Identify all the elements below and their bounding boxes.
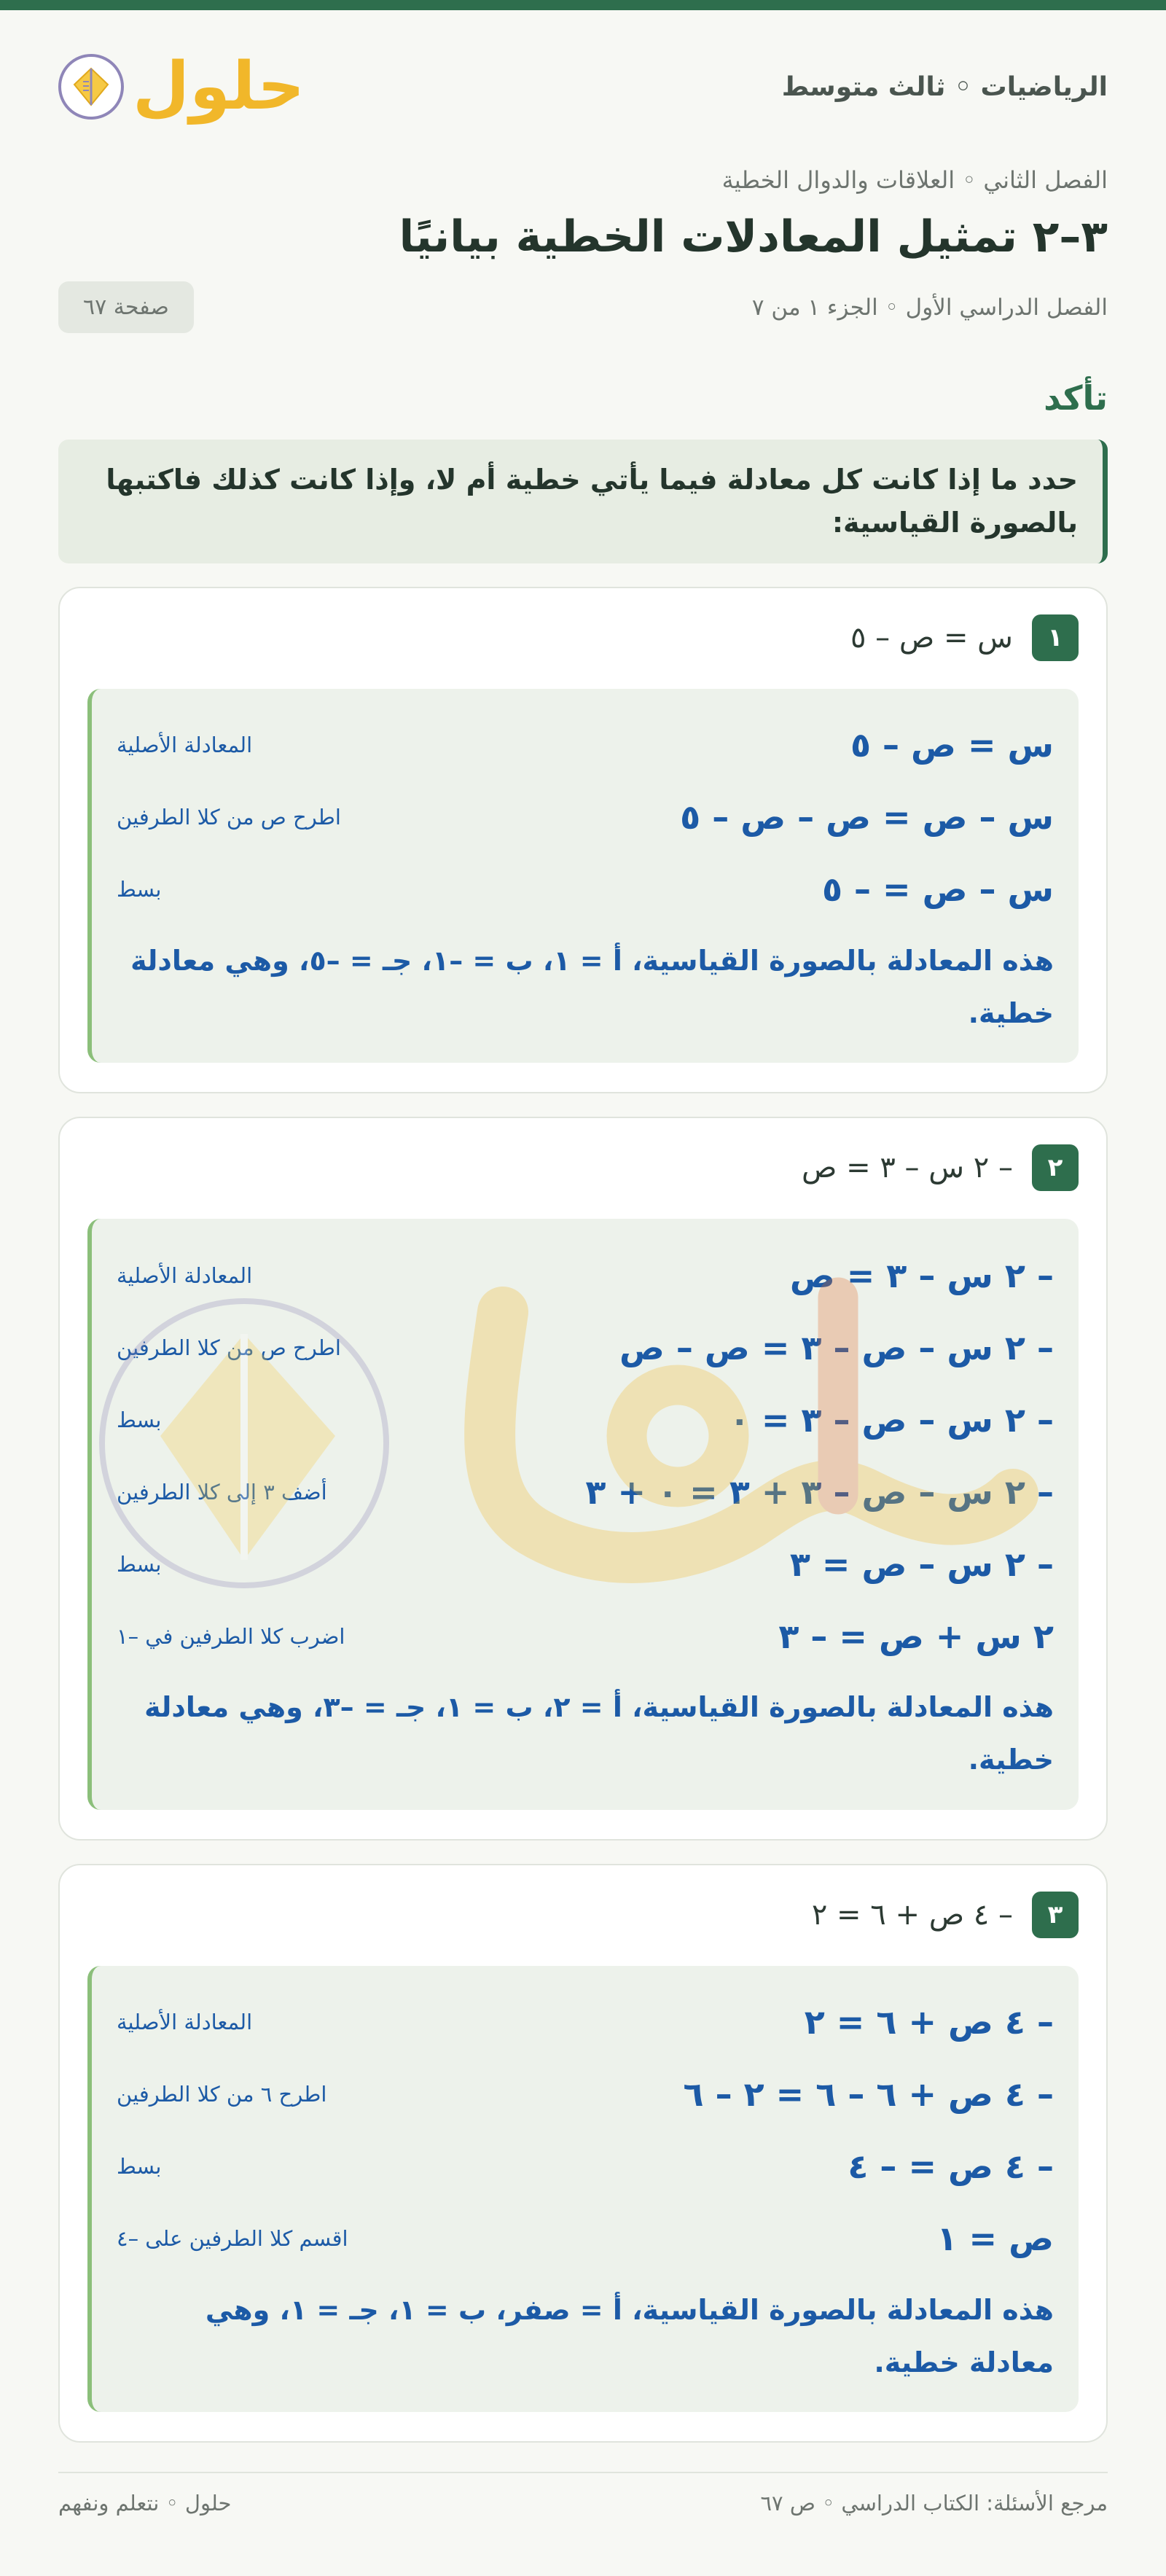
section-title: تأكد (1044, 378, 1108, 418)
book-logo-icon (58, 54, 124, 120)
step-note: بسط (117, 877, 162, 902)
solution-step (117, 2203, 1054, 2275)
step-note: اطرح ٦ من كلا الطرفين (117, 2082, 327, 2107)
question-number: ٢ (1032, 1144, 1079, 1191)
chapter-label: الفصل الثاني ◦ العلاقات والدوال الخطية (721, 166, 1108, 194)
solution-conclusion: هذه المعادلة بالصورة القياسية، أ = ١، ب = –١، جـ = –٥، وهي معادلة خطية. (130, 944, 1054, 1029)
question-card-3 (58, 1864, 1108, 2443)
solution-step (117, 1600, 1054, 1672)
step-equation: – ٤ ص + ٦ – ٦ = ٢ – ٦ (683, 2075, 1054, 2115)
question-number: ٣ (1032, 1892, 1079, 1938)
question-equation: – ٤ ص + ٦ = ٢ (811, 1897, 1013, 1932)
solution-step (117, 1528, 1054, 1600)
top-accent-bar (0, 0, 1166, 10)
instruction-box: حدد ما إذا كانت كل معادلة فيما يأتي خطية أم لا، وإذا كانت كذلك فاكتبها بالصورة القياسية: (58, 440, 1108, 563)
step-equation: س = ص – ٥ (850, 725, 1054, 765)
step-equation: س – ص = ص – ص – ٥ (680, 797, 1054, 838)
question-header (87, 1892, 1079, 1938)
step-note: بسط (117, 2154, 162, 2179)
logo-wordmark: حلول (133, 48, 305, 125)
step-note: المعادلة الأصلية (117, 733, 253, 758)
question-card-1 (58, 587, 1108, 1093)
step-note: اضرب كلا الطرفين في –١ (117, 1623, 345, 1649)
solution-step (117, 1383, 1054, 1456)
step-note: أضف ٣ إلى كلا الطرفين (117, 1479, 327, 1504)
solution-conclusion: هذه المعادلة بالصورة القياسية، أ = صفر، ب = ١، جـ = ١، وهي معادلة خطية. (205, 2293, 1054, 2378)
solution-step (117, 2058, 1054, 2131)
solution-box (87, 1219, 1079, 1809)
semester-label: الفصل الدراسي الأول ◦ الجزء ١ من ٧ (751, 294, 1108, 321)
site-logo[interactable] (58, 48, 305, 125)
page-badge: صفحة ٦٧ (58, 281, 194, 333)
step-equation: – ٢ س – ص = ٣ (789, 1544, 1054, 1584)
footer-reference: مرجع الأسئلة: الكتاب الدراسي ◦ ص ٦٧ (760, 2490, 1108, 2515)
lesson-meta (58, 281, 1108, 333)
step-equation: – ٤ ص + ٦ = ٢ (804, 2002, 1054, 2042)
step-equation: ص = ١ (936, 2219, 1054, 2259)
step-note: بسط (117, 1407, 162, 1432)
step-note: المعادلة الأصلية (117, 2010, 253, 2035)
step-equation: – ٢ س – ٣ = ص (789, 1255, 1054, 1295)
solution-step (117, 781, 1054, 854)
solution-step (117, 854, 1054, 926)
solution-step (117, 1456, 1054, 1528)
solution-step (117, 1986, 1054, 2058)
step-equation: س – ص = – ٥ (821, 870, 1054, 910)
step-equation: – ٢ س – ص – ٣ = ٠ (729, 1400, 1054, 1440)
question-card-2 (58, 1117, 1108, 1840)
step-equation: – ٢ س – ص – ٣ + ٣ = ٠ + ٣ (585, 1472, 1054, 1512)
footer-brand[interactable]: حلول ◦ نتعلم ونفهم (58, 2490, 232, 2515)
step-note: بسط (117, 1551, 162, 1577)
step-note: اقسم كلا الطرفين على –٤ (117, 2226, 348, 2252)
question-number: ١ (1032, 614, 1079, 661)
solution-step (117, 709, 1054, 781)
solution-step (117, 1311, 1054, 1383)
solution-box (87, 689, 1079, 1063)
step-note: اطرح ص من كلا الطرفين (117, 1335, 341, 1360)
step-note: اطرح ص من كلا الطرفين (117, 805, 341, 830)
solution-step (117, 1239, 1054, 1311)
site-header (58, 10, 1108, 156)
question-header (87, 614, 1079, 661)
solution-conclusion: هذه المعادلة بالصورة القياسية، أ = ٢، ب = ١، جـ = –٣، وهي معادلة خطية. (144, 1691, 1054, 1776)
step-equation: ٢ س + ص = – ٣ (778, 1616, 1054, 1656)
solution-box (87, 1966, 1079, 2412)
question-equation: – ٢ س – ٣ = ص (802, 1151, 1013, 1185)
question-header (87, 1144, 1079, 1191)
subject-label: الرياضيات ◦ ثالث متوسط (781, 71, 1108, 102)
question-equation: س = ص – ٥ (850, 620, 1013, 655)
step-equation: – ٢ س – ص – ٣ = ص – ص (619, 1327, 1054, 1367)
step-equation: – ٤ ص = – ٤ (848, 2147, 1054, 2187)
site-footer (58, 2472, 1108, 2533)
step-note: المعادلة الأصلية (117, 1262, 253, 1288)
solution-step (117, 2131, 1054, 2203)
lesson-title: ٣–٢ تمثيل المعادلات الخطية بيانيًا (399, 211, 1108, 262)
